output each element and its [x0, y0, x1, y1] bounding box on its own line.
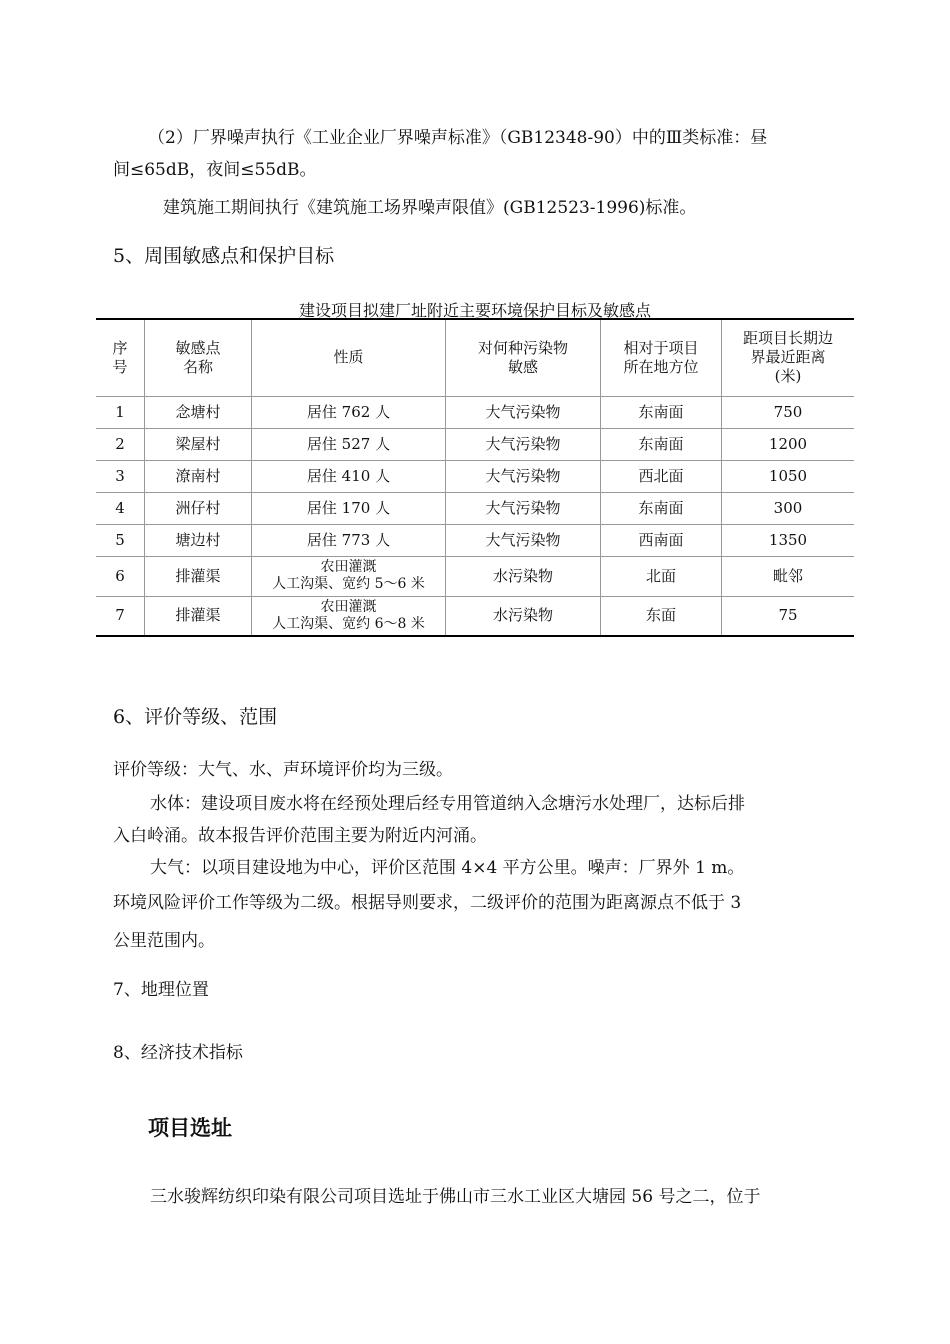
header-distance: 距项目长期边 界最近距离 (米) [722, 319, 855, 396]
heading-5: 5、周围敏感点和保护目标 [113, 245, 335, 267]
cell-distance: 750 [722, 396, 855, 428]
heading-7: 7、地理位置 [113, 980, 209, 1000]
cell-direction: 西北面 [601, 460, 722, 492]
table-row [96, 428, 854, 460]
cell-no: 2 [96, 428, 145, 460]
cell-name: 念塘村 [145, 396, 252, 428]
heading-8: 8、经济技术指标 [113, 1043, 243, 1063]
table-header-row [96, 319, 854, 396]
site-line-1: 三水骏辉纺织印染有限公司项目选址于佛山市三水工业区大塘园 56 号之二，位于 [150, 1187, 761, 1207]
table-row [96, 492, 854, 524]
cell-direction: 东南面 [601, 428, 722, 460]
heading-site-selection: 项目选址 [148, 1115, 232, 1140]
cell-pollutant: 大气污染物 [446, 492, 601, 524]
table-row [96, 396, 854, 428]
water-line-2: 入白岭涌。故本报告评价范围主要为附近内河涌。 [113, 826, 487, 846]
cell-nature: 农田灌溉 人工沟渠、宽约 6～8 米 [252, 596, 446, 636]
cell-distance: 1200 [722, 428, 855, 460]
cell-distance: 300 [722, 492, 855, 524]
header-nature: 性质 [252, 319, 446, 396]
cell-direction: 东南面 [601, 396, 722, 428]
heading-6: 6、评价等级、范围 [113, 706, 278, 728]
table-row [96, 524, 854, 556]
water-line-1: 水体：建设项目废水将在经预处理后经专用管道纳入念塘污水处理厂，达标后排 [150, 794, 745, 814]
cell-nature: 居住 773 人 [252, 524, 446, 556]
cell-pollutant: 大气污染物 [446, 460, 601, 492]
cell-name: 梁屋村 [145, 428, 252, 460]
construction-standard: 建筑施工期间执行《建筑施工场界噪声限值》(GB12523-1996)标准。 [163, 198, 697, 218]
cell-name: 排灌渠 [145, 596, 252, 636]
cell-no: 4 [96, 492, 145, 524]
cell-nature: 农田灌溉 人工沟渠、宽约 5～6 米 [252, 556, 446, 596]
cell-name: 洲仔村 [145, 492, 252, 524]
cell-distance: 75 [722, 596, 855, 636]
cell-direction: 东南面 [601, 492, 722, 524]
grade-line: 评价等级：大气、水、声环境评价均为三级。 [113, 760, 453, 780]
cell-nature: 居住 410 人 [252, 460, 446, 492]
cell-no: 3 [96, 460, 145, 492]
cell-pollutant: 大气污染物 [446, 428, 601, 460]
risk-line-1: 环境风险评价工作等级为二级。根据导则要求，二级评价的范围为距离源点不低于 3 [113, 893, 742, 913]
table-row [96, 460, 854, 492]
cell-distance: 毗邻 [722, 556, 855, 596]
cell-name: 排灌渠 [145, 556, 252, 596]
cell-distance: 1050 [722, 460, 855, 492]
risk-line-2: 公里范围内。 [113, 931, 215, 951]
air-line: 大气：以项目建设地为中心，评价区范围 4×4 平方公里。噪声：厂界外 1 m。 [150, 858, 745, 878]
cell-nature: 居住 762 人 [252, 396, 446, 428]
cell-pollutant: 水污染物 [446, 556, 601, 596]
sensitive-points-table [96, 318, 854, 637]
cell-pollutant: 水污染物 [446, 596, 601, 636]
cell-no: 5 [96, 524, 145, 556]
cell-no: 6 [96, 556, 145, 596]
cell-direction: 北面 [601, 556, 722, 596]
table-row [96, 596, 854, 636]
table-caption: 建设项目拟建厂址附近主要环境保护目标及敏感点 [298, 301, 651, 320]
header-name: 敏感点 名称 [145, 319, 252, 396]
noise-standard-line-2: 间≤65dB，夜间≤55dB。 [113, 160, 317, 180]
cell-nature: 居住 170 人 [252, 492, 446, 524]
cell-distance: 1350 [722, 524, 855, 556]
cell-direction: 东面 [601, 596, 722, 636]
header-direction: 相对于项目 所在地方位 [601, 319, 722, 396]
cell-direction: 西南面 [601, 524, 722, 556]
cell-name: 潦南村 [145, 460, 252, 492]
cell-pollutant: 大气污染物 [446, 396, 601, 428]
cell-name: 塘边村 [145, 524, 252, 556]
header-no: 序 号 [96, 319, 145, 396]
cell-no: 7 [96, 596, 145, 636]
noise-standard-line-1: （2）厂界噪声执行《工业企业厂界噪声标准》（GB12348-90）中的Ⅲ类标准：昼 [148, 128, 768, 148]
cell-pollutant: 大气污染物 [446, 524, 601, 556]
header-pollutant: 对何种污染物 敏感 [446, 319, 601, 396]
cell-nature: 居住 527 人 [252, 428, 446, 460]
table-row [96, 556, 854, 596]
cell-no: 1 [96, 396, 145, 428]
